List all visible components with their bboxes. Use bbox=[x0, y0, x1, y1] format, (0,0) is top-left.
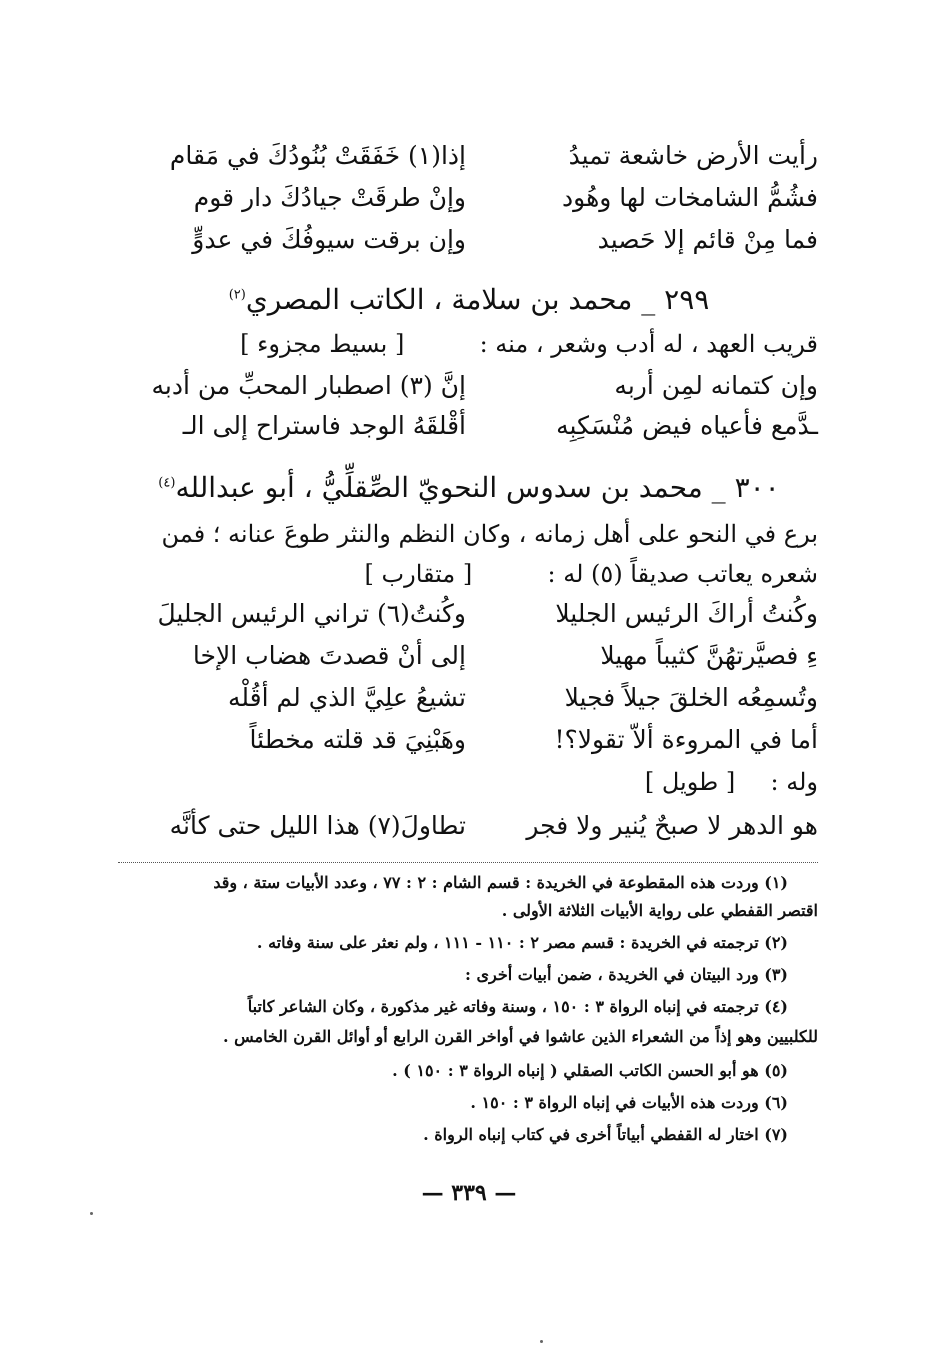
footnote: (٤) ترجمته في إنباه الرواة ٣ : ١٥٠ ، وسنة وفاته غير مذكورة ، وكان الشاعر كاتباً bbox=[247, 997, 788, 1016]
footnote: (٢) ترجمته في الخريدة : قسم مصر ٢ : ١١٠ - ١١١ ، ولم نعثر على سنة وفاته . bbox=[256, 933, 788, 952]
verse-hemistich-second: فشُمُّ الشامخات لها وهُود bbox=[562, 183, 818, 212]
footnote: (١) وردت هذه المقطوعة في الخريدة : قسم الشام : ٢ : ٧٧ ، وعدد الأبيات ستة ، وقد bbox=[213, 873, 788, 892]
verse-hemistich-first: وكُنتُ(٦) تراني الرئيس الجليلَ bbox=[157, 599, 466, 628]
meter-label: [ بسيط مجزوء ] bbox=[240, 330, 405, 358]
entry-heading-text: ٢٩٩ _ محمد بن سلامة ، الكاتب المصري bbox=[245, 283, 710, 316]
verse-hemistich-second: ـدَّمع فأعياه فيض مُنْسَكِبِه bbox=[556, 411, 818, 440]
verse-hemistich-second: فما مِنْ قائم إلا حَصيد bbox=[597, 225, 818, 254]
verse-hemistich-first: إنَّ (٣) اصطبار المحبِّ من أدبه bbox=[151, 371, 466, 400]
verse-hemistich-first: إذا(١) خَفَقَتْ بُنُودُكَ في مَقام bbox=[169, 141, 466, 170]
entry-prose: شعره يعاتب صديقاً (٥) له : bbox=[547, 560, 818, 588]
verse-hemistich-first: تطاولَ(٧) هذا الليل حتى كأنَّه bbox=[169, 811, 466, 840]
entry-intro: وله : bbox=[770, 768, 818, 796]
verse-hemistich-first: وهَبْنِيَ قد قلته مخطئاً bbox=[249, 725, 466, 754]
verse-hemistich-first: تشيعُ علِيَّ الذي لم أقُلْه bbox=[227, 683, 466, 712]
footnote-marker: (٤) bbox=[158, 475, 176, 491]
verse-hemistich-first: إلى أنْ قصدتَ هضاب الإخا bbox=[192, 641, 466, 670]
footnote: (٣) ورد البيتان في الخريدة ، ضمن أبيات أخرى : bbox=[464, 965, 788, 984]
footnote-continuation: للكلبيين وهو إذاً من الشعراء الذين عاشوا في أواخر القرن الرابع أو أوائل القرن الخامس . bbox=[222, 1027, 818, 1046]
verse-hemistich-second: ءِ فصيَّرتهُنَّ كثيباً مهيلا bbox=[600, 641, 818, 670]
entry-heading bbox=[0, 278, 938, 322]
footnote-marker: (٢) bbox=[228, 287, 246, 303]
entry-prose-line bbox=[118, 554, 818, 594]
page-number: — ٣٣٩ — bbox=[421, 1180, 517, 1206]
verse-hemistich-first: وإن برقت سيوفُكَ في عدوٍّ bbox=[192, 225, 466, 254]
entry-intro-line bbox=[118, 762, 818, 802]
verse-hemistich-first: أقْلقَهُ الوجد فاستراح إلى الـ bbox=[182, 411, 466, 440]
verse-hemistich-second: وتُسمِعُه الخلقَ جيلاً فجيلا bbox=[564, 683, 818, 712]
entry-intro: قريب العهد ، له أدب وشعر ، منه : bbox=[479, 330, 818, 358]
verse-hemistich-second: أما في المروءة ألاّ تقولا؟! bbox=[554, 725, 818, 754]
verse-hemistich-second: رأيت الأرض خاشعة تميدُ bbox=[568, 141, 818, 170]
verse-hemistich-second: هو الدهر لا صبحٌ يُنير ولا فجر bbox=[526, 811, 818, 840]
entry-prose: برع في النحو على أهل زمانه ، وكان النظم والنثر طوعَ عنانه ؛ فمن bbox=[161, 520, 818, 548]
meter-label: [ متقارب ] bbox=[364, 560, 473, 588]
scan-speck bbox=[540, 1340, 543, 1343]
footnote-continuation: اقتصر القفطي على رواية الأبيات الثلاثة الأولى . bbox=[501, 901, 818, 920]
footnote: (٥) هو أبو الحسن الكاتب الصقلي ( إنباه الرواة ٣ : ١٥٠ ) . bbox=[392, 1061, 788, 1080]
scan-speck bbox=[90, 1212, 93, 1215]
entry-heading bbox=[0, 466, 938, 510]
footnote: (٧) اختار له القفطي أبياتاً أخرى في كتاب إنباه الرواة . bbox=[423, 1125, 788, 1144]
verse-hemistich-second: وإن كتمانه لمِن أربه bbox=[614, 371, 818, 400]
verse-hemistich-second: وكُنتُ أراكَ الرئيس الجليلا bbox=[555, 599, 818, 628]
verse-hemistich-first: وإنْ طرقَتْ جيادُكَ دار قوم bbox=[193, 183, 466, 212]
footnote-divider bbox=[118, 862, 818, 863]
entry-heading-text: ٣٠٠ _ محمد بن سدوس النحويّ الصِّقلِّيُّ ، أبو عبدالله bbox=[175, 471, 780, 504]
meter-label: [ طويل ] bbox=[644, 768, 736, 796]
entry-intro-line bbox=[118, 324, 818, 364]
footnote: (٦) وردت هذه الأبيات في إنباه الرواة ٣ : ١٥٠ . bbox=[470, 1093, 788, 1112]
